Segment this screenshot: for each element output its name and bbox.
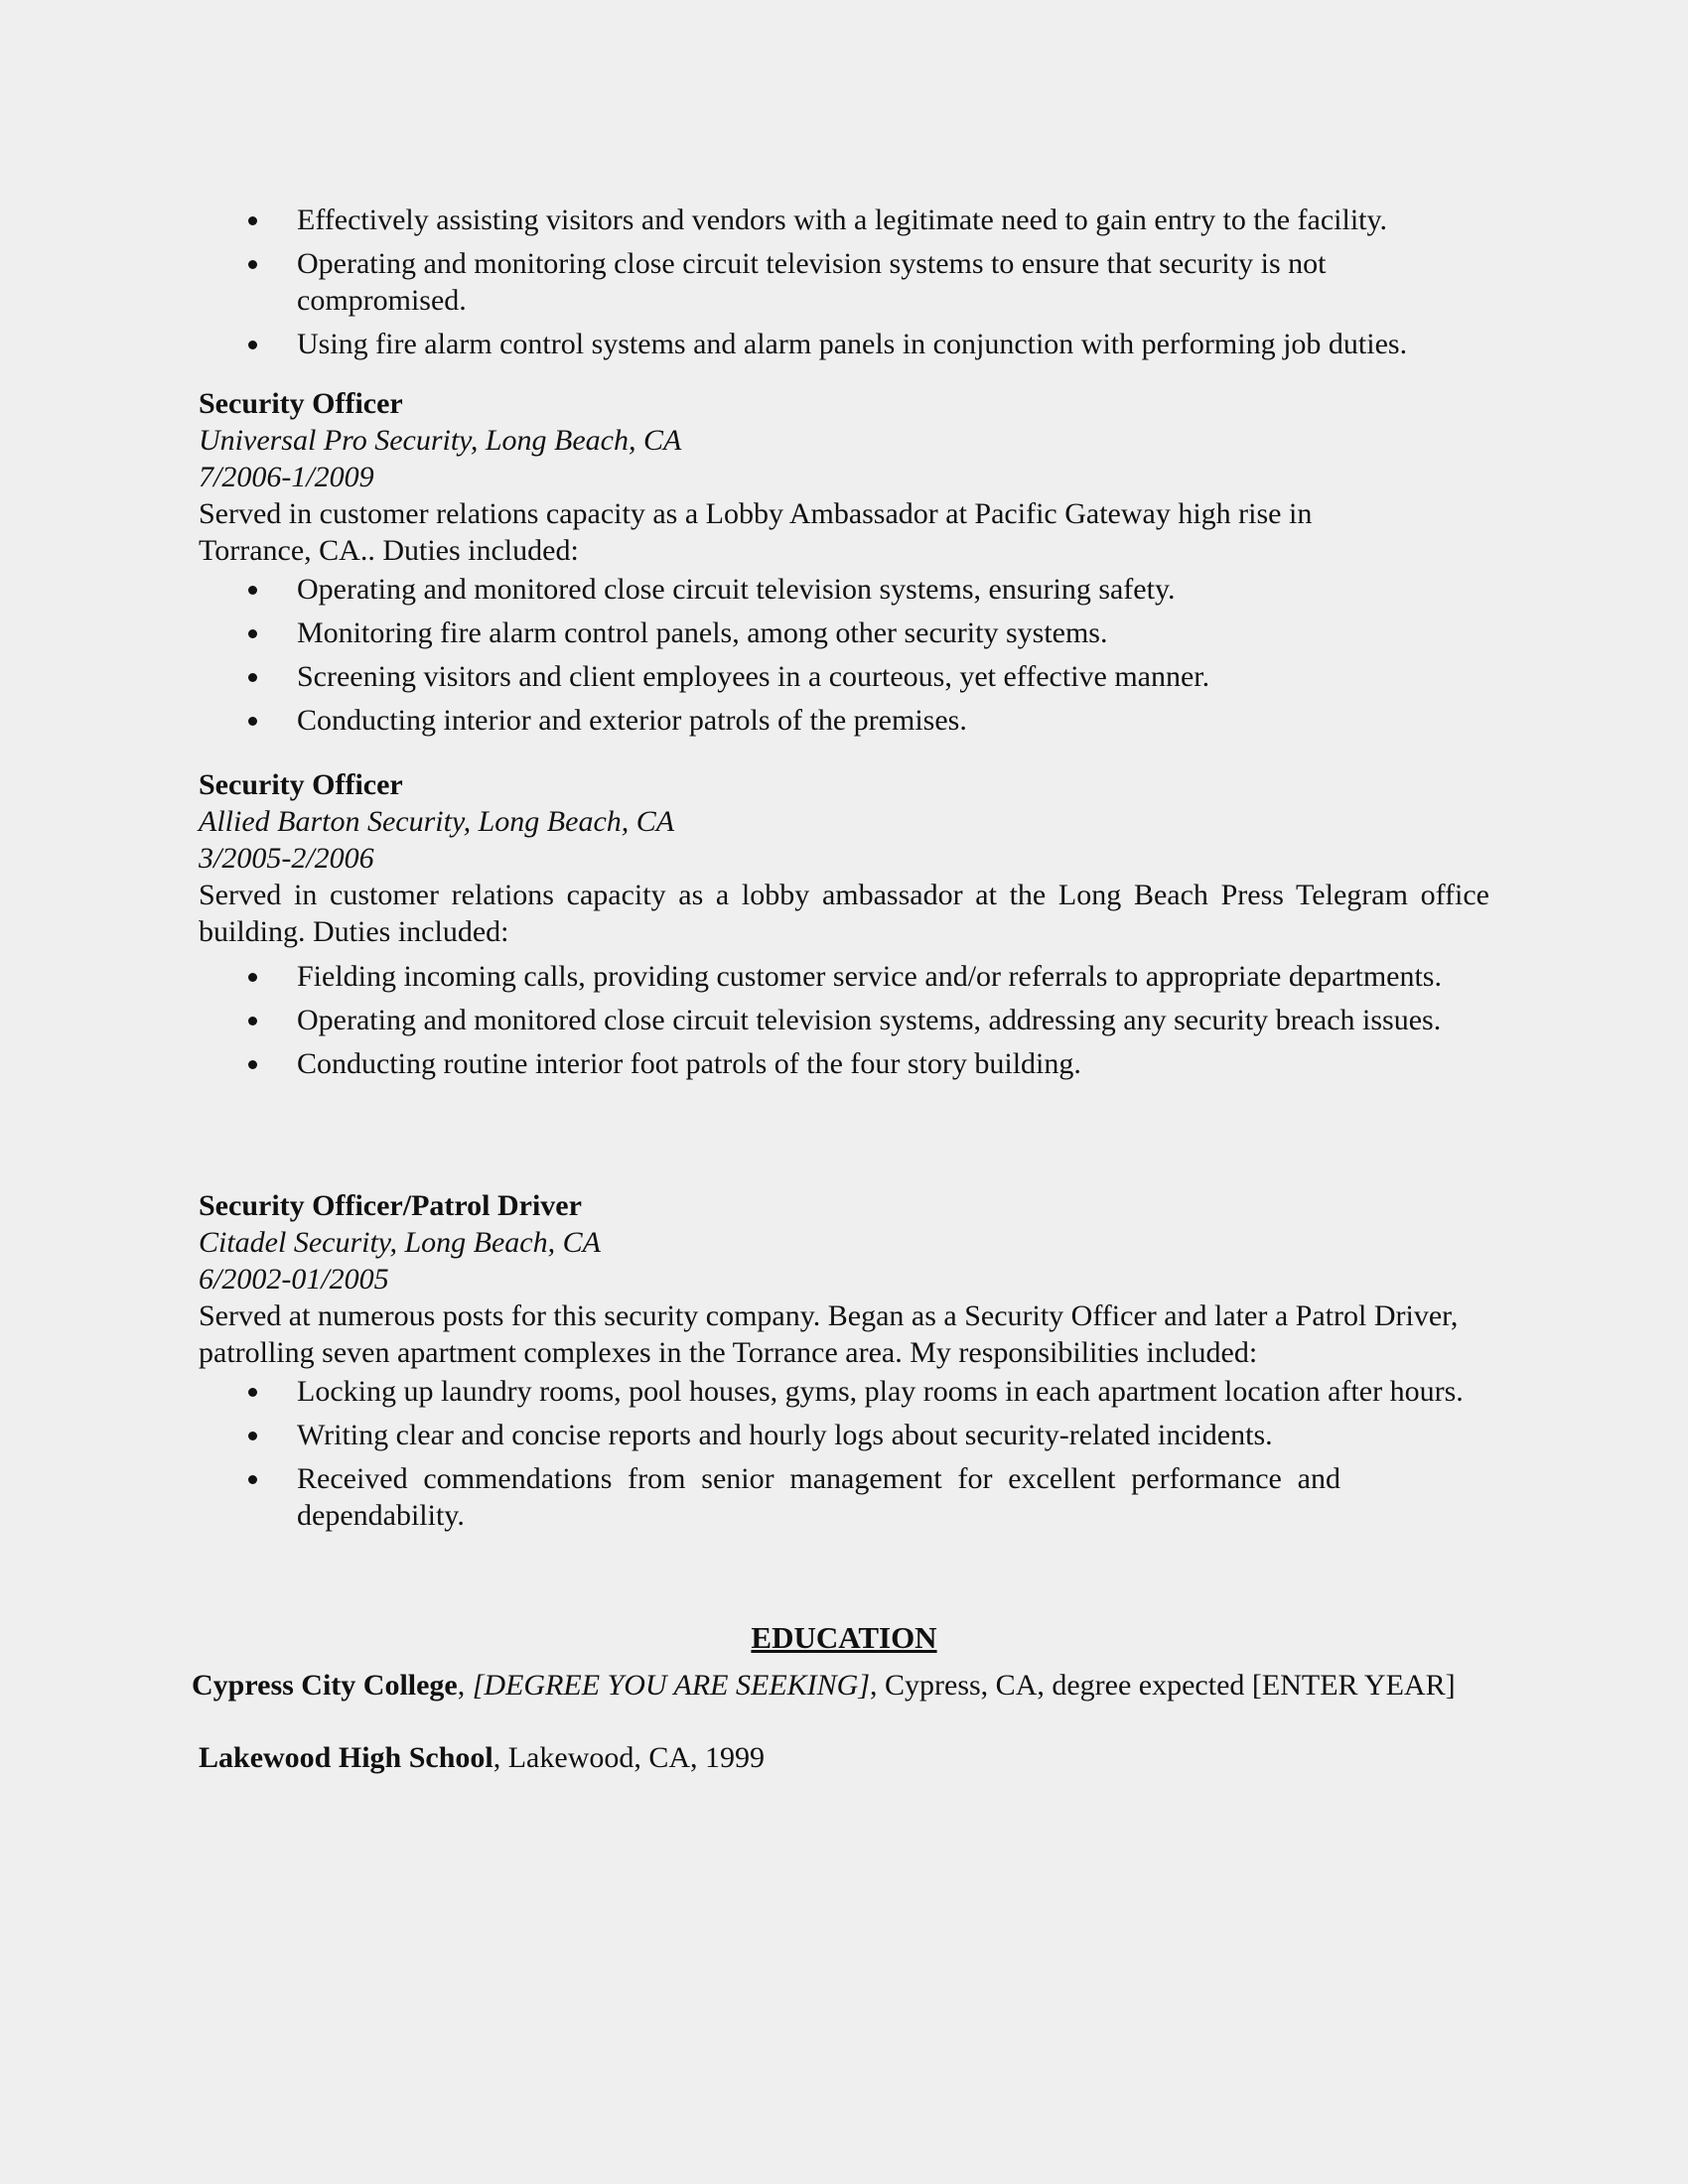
employment-dates: 7/2006-1/2009 (199, 461, 374, 493)
previous-job-duties (199, 202, 1489, 369)
high-school-details: , Lakewood, CA, 1999 (492, 1741, 766, 1774)
list-item: Writing clear and concise reports and hourly logs about security-related incidents. (199, 1417, 1489, 1453)
college-details: , Cypress, CA, degree expected [ENTER YEAR] (870, 1669, 1456, 1702)
high-school-name: Lakewood High School (199, 1741, 493, 1774)
job-entry (199, 766, 1489, 1089)
job-entry (199, 1187, 1489, 1541)
job-title: Security Officer/Patrol Driver (199, 1189, 582, 1222)
employer: Allied Barton Security, Long Beach, CA (199, 805, 675, 838)
list-item: Fielding incoming calls, providing customer service and/or referrals to appropriate departments. (199, 958, 1489, 995)
degree-placeholder: [DEGREE YOU ARE SEEKING] (472, 1669, 871, 1702)
list-item: Operating and monitored close circuit television systems, addressing any security breach issues. (199, 1002, 1489, 1038)
list-item: Conducting routine interior foot patrols of the four story building. (199, 1045, 1489, 1082)
separator: , (457, 1669, 473, 1702)
list-item: Received commendations from senior management for excellent performance and dependability. (199, 1460, 1489, 1534)
list-item: Locking up laundry rooms, pool houses, gyms, play rooms in each apartment location after hours. (199, 1373, 1489, 1410)
education-heading: EDUCATION (751, 1620, 937, 1655)
list-item: Operating and monitored close circuit television systems, ensuring safety. (199, 571, 1489, 608)
education-college (192, 1667, 1482, 1704)
list-item: Monitoring fire alarm control panels, among other security systems. (199, 614, 1489, 651)
list-item: Effectively assisting visitors and vendors with a legitimate need to gain entry to the facility. (199, 202, 1489, 238)
job-title: Security Officer (199, 387, 403, 420)
education-high-school (199, 1739, 1489, 1776)
employer: Citadel Security, Long Beach, CA (199, 1226, 601, 1259)
list-item: Using fire alarm control systems and alarm panels in conjunction with performing job duties. (199, 326, 1489, 362)
college-name: Cypress City College (192, 1669, 458, 1702)
list-item: Conducting interior and exterior patrols of the premises. (199, 702, 1489, 739)
job-description: Served in customer relations capacity as a lobby ambassador at the Long Beach Press Telegram office building. Duties included: (199, 879, 1489, 948)
job-title: Security Officer (199, 768, 403, 801)
employment-dates: 6/2002-01/2005 (199, 1263, 389, 1296)
job-description: Served at numerous posts for this security company. Began as a Security Officer and later a Patrol Driver, patrolling seven apartment complexes in the Torrance area. My responsibilities included: (199, 1299, 1459, 1369)
employment-dates: 3/2005-2/2006 (199, 842, 374, 875)
list-item: Screening visitors and client employees in a courteous, yet effective manner. (199, 658, 1489, 695)
job-entry (199, 385, 1489, 746)
job-description: Served in customer relations capacity as a Lobby Ambassador at Pacific Gateway high rise in Torrance, CA.. Duties included: (199, 497, 1313, 567)
employer: Universal Pro Security, Long Beach, CA (199, 424, 682, 457)
list-item: Operating and monitoring close circuit television systems to ensure that security is not compromised. (199, 245, 1489, 319)
